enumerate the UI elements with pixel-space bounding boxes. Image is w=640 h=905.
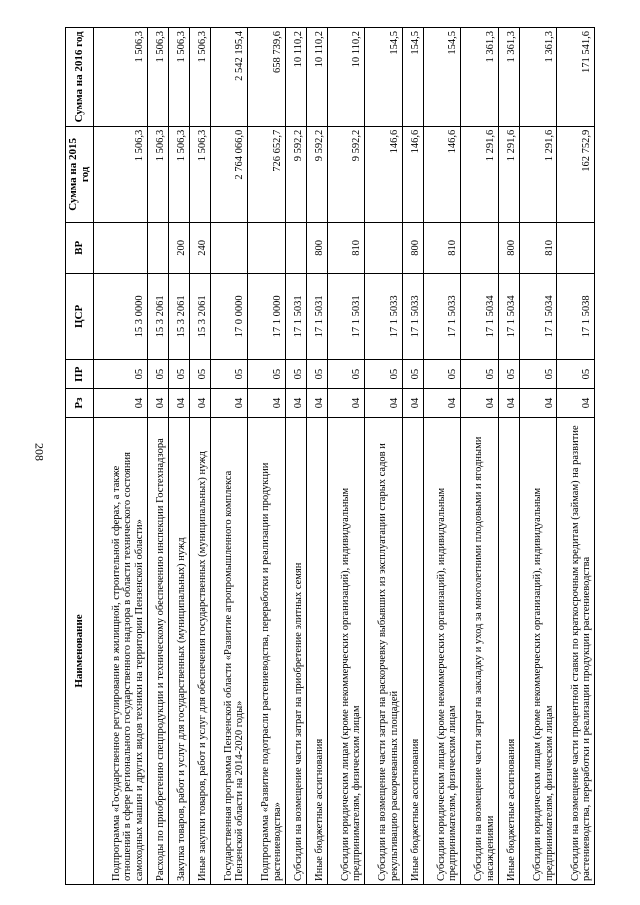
cell-name: Субсидии юридическим лицам (кроме некоммерческих организаций), индивидуальным предпринимателям, физическим лицам	[327, 417, 365, 884]
cell-csr: 17 1 5033	[402, 273, 423, 360]
cell-sum-2015: 146,6	[402, 126, 423, 222]
cell-sum-2015: 1 291,6	[498, 126, 519, 222]
cell-csr: 17 1 5034	[519, 273, 557, 360]
cell-vr: 800	[306, 223, 327, 274]
cell-pr: 05	[93, 360, 147, 389]
cell-sum-2016: 1 506,3	[147, 28, 168, 127]
cell-csr: 17 1 5031	[327, 273, 365, 360]
cell-vr: 800	[402, 223, 423, 274]
cell-pr: 05	[519, 360, 557, 389]
cell-name: Субсидии на возмещение части затрат на закладку и уход за многолетними плодовыми и ягодными насаждениями	[461, 417, 499, 884]
table-header-row	[66, 28, 94, 885]
table-row	[306, 28, 327, 885]
cell-vr: 810	[519, 223, 557, 274]
cell-name: Субсидии юридическим лицам (кроме некоммерческих организаций), индивидуальным предпринимателям, физическим лицам	[519, 417, 557, 884]
cell-name: Расходы по приобретению спецпродукции и техническому обеспечению инспекции Гостехнадзора	[147, 417, 168, 884]
table-row	[248, 28, 286, 885]
cell-name: Иные бюджетные ассигнования	[498, 417, 519, 884]
table-row	[498, 28, 519, 885]
cell-vr: 200	[168, 223, 189, 274]
cell-vr	[461, 223, 499, 274]
cell-sum-2015: 1 291,6	[519, 126, 557, 222]
cell-sum-2015: 9 592,2	[306, 126, 327, 222]
cell-vr	[285, 223, 306, 274]
cell-sum-2015: 1 291,6	[461, 126, 499, 222]
cell-rz: 04	[402, 389, 423, 418]
cell-sum-2016: 1 361,3	[519, 28, 557, 127]
cell-sum-2016: 154,5	[402, 28, 423, 127]
cell-csr: 17 1 5033	[365, 273, 403, 360]
cell-pr: 05	[498, 360, 519, 389]
cell-csr: 17 1 5034	[498, 273, 519, 360]
cell-csr: 15 3 0000	[93, 273, 147, 360]
cell-sum-2016: 1 506,3	[189, 28, 210, 127]
cell-name: Закупка товаров, работ и услуг для государственных (муниципальных) нужд	[168, 417, 189, 884]
cell-sum-2016: 1 361,3	[498, 28, 519, 127]
cell-name: Субсидии на возмещение части затрат на приобретение элитных семян	[285, 417, 306, 884]
cell-vr	[93, 223, 147, 274]
cell-vr	[365, 223, 403, 274]
cell-pr: 05	[365, 360, 403, 389]
cell-vr: 800	[498, 223, 519, 274]
cell-sum-2015: 146,6	[423, 126, 461, 222]
page-number: 208	[32, 443, 47, 461]
rotated-table-container	[65, 27, 595, 885]
cell-sum-2015: 1 506,3	[93, 126, 147, 222]
cell-rz: 04	[210, 389, 248, 418]
cell-name: Иные бюджетные ассигнования	[402, 417, 423, 884]
cell-csr: 17 1 0000	[248, 273, 286, 360]
cell-sum-2016: 658 739,6	[248, 28, 286, 127]
cell-csr: 17 1 5038	[557, 273, 595, 360]
cell-rz: 04	[327, 389, 365, 418]
cell-csr: 17 1 5031	[306, 273, 327, 360]
cell-pr: 05	[306, 360, 327, 389]
cell-vr	[248, 223, 286, 274]
cell-sum-2016: 10 110,2	[327, 28, 365, 127]
table-row	[168, 28, 189, 885]
table-row	[423, 28, 461, 885]
cell-pr: 05	[423, 360, 461, 389]
cell-sum-2016: 10 110,2	[306, 28, 327, 127]
table-row	[461, 28, 499, 885]
cell-sum-2015: 162 752,9	[557, 126, 595, 222]
cell-rz: 04	[189, 389, 210, 418]
cell-pr: 05	[168, 360, 189, 389]
cell-pr: 05	[402, 360, 423, 389]
cell-rz: 04	[423, 389, 461, 418]
cell-sum-2015: 9 592,2	[285, 126, 306, 222]
cell-rz: 04	[147, 389, 168, 418]
cell-vr	[210, 223, 248, 274]
header-sum-2015: Сумма на 2015 год	[66, 126, 94, 222]
cell-vr	[557, 223, 595, 274]
cell-vr: 240	[189, 223, 210, 274]
cell-sum-2015: 146,6	[365, 126, 403, 222]
table-body	[93, 28, 594, 885]
cell-pr: 05	[248, 360, 286, 389]
cell-pr: 05	[285, 360, 306, 389]
cell-pr: 05	[147, 360, 168, 389]
cell-sum-2015: 9 592,2	[327, 126, 365, 222]
cell-csr: 15 3 2061	[189, 273, 210, 360]
cell-sum-2015: 1 506,3	[147, 126, 168, 222]
table-row	[147, 28, 168, 885]
cell-name: Субсидии юридическим лицам (кроме некоммерческих организаций), индивидуальным предпринимателям, физическим лицам	[423, 417, 461, 884]
cell-name: Субсидии на возмещение части процентной ставки по краткосрочным кредитам (займам) на развитие растениеводства, переработки и реализации продукции растениеводства	[557, 417, 595, 884]
cell-pr: 05	[461, 360, 499, 389]
cell-rz: 04	[519, 389, 557, 418]
cell-csr: 15 3 2061	[168, 273, 189, 360]
cell-name: Иные закупки товаров, работ и услуг для обеспечения государственных (муниципальных) нужд	[189, 417, 210, 884]
cell-pr: 05	[557, 360, 595, 389]
header-rz: Рз	[66, 389, 94, 418]
cell-name: Иные бюджетные ассигнования	[306, 417, 327, 884]
cell-sum-2015: 1 506,3	[168, 126, 189, 222]
cell-csr: 17 1 5033	[423, 273, 461, 360]
cell-name: Подпрограмма «Государственное регулирование в жилищной, строительной сферах, а также отношений в сфере регионального государственного надзора в области технического состояния самоходных машин и других видов техники на территории Пензенской области»	[93, 417, 147, 884]
table-row	[93, 28, 147, 885]
header-pr: ПР	[66, 360, 94, 389]
header-csr: ЦСР	[66, 273, 94, 360]
table-row	[557, 28, 595, 885]
table-row	[189, 28, 210, 885]
cell-rz: 04	[557, 389, 595, 418]
header-vr: ВР	[66, 223, 94, 274]
cell-sum-2016: 1 506,3	[93, 28, 147, 127]
cell-rz: 04	[168, 389, 189, 418]
cell-sum-2015: 2 764 066,0	[210, 126, 248, 222]
table-row	[327, 28, 365, 885]
cell-sum-2016: 1 506,3	[168, 28, 189, 127]
cell-sum-2016: 10 110,2	[285, 28, 306, 127]
table-row	[285, 28, 306, 885]
table-row	[365, 28, 403, 885]
cell-rz: 04	[365, 389, 403, 418]
cell-csr: 17 0 0000	[210, 273, 248, 360]
cell-sum-2016: 154,5	[365, 28, 403, 127]
cell-pr: 05	[210, 360, 248, 389]
cell-sum-2015: 1 506,3	[189, 126, 210, 222]
cell-name: Субсидии на возмещение части затрат на раскорчевку выбывших из эксплуатации старых садов и рекультивацию раскорчеванных площадей	[365, 417, 403, 884]
cell-name: Государственная программа Пензенской области «Развитие агропромышленного комплекса Пензенской области на 2014-2020 годы»	[210, 417, 248, 884]
cell-sum-2016: 154,5	[423, 28, 461, 127]
cell-csr: 15 3 2061	[147, 273, 168, 360]
cell-rz: 04	[306, 389, 327, 418]
cell-rz: 04	[248, 389, 286, 418]
cell-sum-2016: 171 541,6	[557, 28, 595, 127]
cell-pr: 05	[327, 360, 365, 389]
cell-pr: 05	[189, 360, 210, 389]
cell-sum-2015: 726 652,7	[248, 126, 286, 222]
cell-sum-2016: 2 542 195,4	[210, 28, 248, 127]
cell-rz: 04	[93, 389, 147, 418]
cell-name: Подпрограмма «Развитие подотрасли растениеводства, переработки и реализации продукции растениеводства»	[248, 417, 286, 884]
cell-sum-2016: 1 361,3	[461, 28, 499, 127]
table-row	[402, 28, 423, 885]
cell-vr: 810	[327, 223, 365, 274]
header-sum-2016: Сумма на 2016 год	[66, 28, 94, 127]
cell-rz: 04	[461, 389, 499, 418]
header-name: Наименование	[66, 417, 94, 884]
budget-table	[65, 27, 595, 885]
table-row	[519, 28, 557, 885]
cell-rz: 04	[498, 389, 519, 418]
cell-csr: 17 1 5034	[461, 273, 499, 360]
cell-csr: 17 1 5031	[285, 273, 306, 360]
cell-rz: 04	[285, 389, 306, 418]
cell-vr	[147, 223, 168, 274]
cell-vr: 810	[423, 223, 461, 274]
table-row	[210, 28, 248, 885]
